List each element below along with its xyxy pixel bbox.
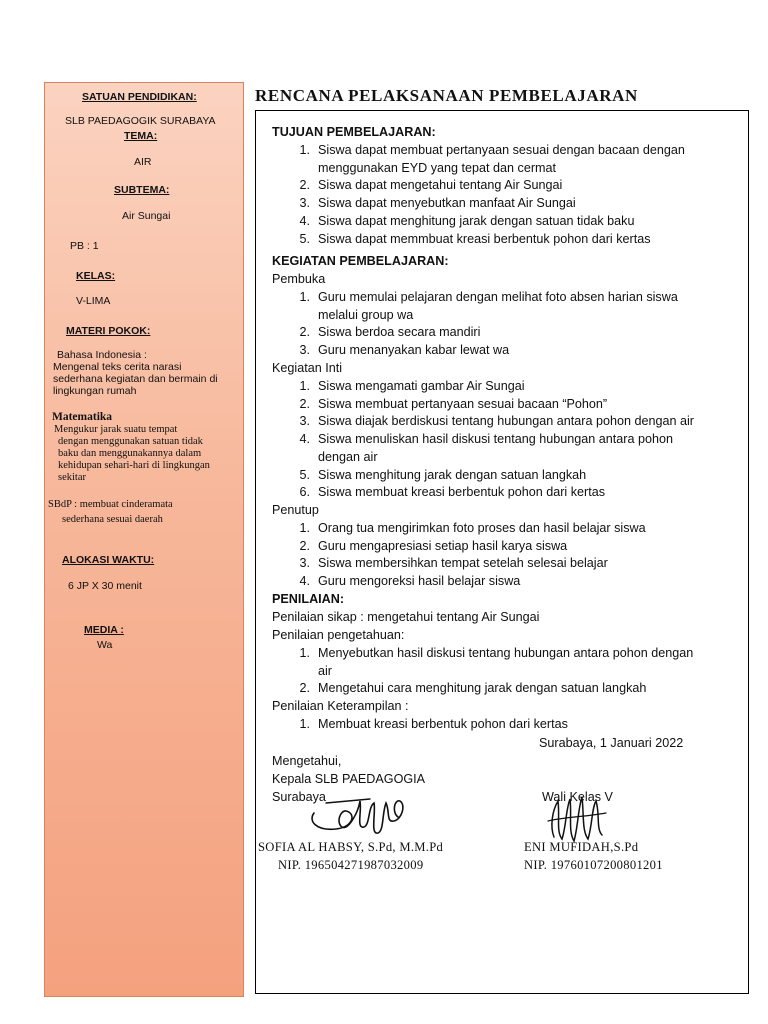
list-item: Siswa dapat membuat pertanyaan sesuai dengan bacaan dengan — [318, 143, 685, 157]
pb-value: PB : 1 — [70, 240, 99, 252]
inti-label: Kegiatan Inti — [272, 361, 343, 375]
list-item: melalui group wa — [318, 307, 414, 322]
list-number: 1. — [299, 646, 310, 660]
penilaian-sikap: Penilaian sikap : mengetahui tentang Air Sungai — [272, 610, 540, 624]
list-item: Menyebutkan hasil diskusi tentang hubungan antara pohon dengan — [318, 646, 694, 660]
list-number: 3. — [299, 556, 310, 571]
nip-left: NIP. 196504271987032009 — [278, 858, 424, 872]
document-title: RENCANA PELAKSANAAN PEMBELAJARAN — [255, 86, 638, 105]
list-number: 5. — [299, 467, 310, 482]
list-number: 3. — [299, 414, 310, 429]
mtk-line: sekitar — [58, 472, 86, 483]
name-right: ENI MUFIDAH,S.Pd — [524, 840, 639, 854]
wali-label: Wali Kelas V — [542, 790, 613, 804]
pembuka-label: Pembuka — [272, 272, 326, 286]
alokasi-value: 6 JP X 30 menit — [68, 580, 142, 592]
kelas-label: KELAS: — [76, 270, 116, 282]
lesson-plan-box — [255, 110, 749, 994]
subtema-value: Air Sungai — [122, 210, 171, 222]
list-number: 1. — [299, 717, 310, 731]
list-number: 2. — [299, 681, 310, 696]
list-item: Siswa menuliskan hasil diskusi tentang hubungan antara pohon — [318, 432, 673, 447]
list-item: menggunakan EYD yang tepat dan cermat — [318, 160, 557, 175]
bi-line: sederhana kegiatan dan bermain di — [53, 373, 218, 385]
signature-left-icon — [306, 783, 416, 843]
list-item: Siswa menghitung jarak dengan satuan langkah — [318, 467, 587, 482]
list-item: Guru mengoreksi hasil belajar siswa — [318, 574, 521, 589]
surabaya-label: Surabaya — [272, 790, 326, 804]
list-number: 1. — [299, 521, 310, 535]
bi-line: Mengenal teks cerita narasi — [53, 361, 182, 373]
alokasi-label: ALOKASI WAKTU: — [62, 554, 155, 566]
list-number: 2. — [299, 325, 310, 340]
mtk-title: Matematika — [52, 411, 113, 423]
list-item: Siswa membuat kreasi berbentuk pohon dari kertas — [318, 485, 606, 500]
list-item: Guru menanyakan kabar lewat wa — [318, 342, 510, 357]
tema-value: AIR — [134, 156, 152, 168]
mtk-line: kehidupan sehari-hari di lingkungan — [58, 460, 210, 471]
list-number: 1. — [299, 143, 310, 157]
list-item: Orang tua mengirimkan foto proses dan hasil belajar siswa — [318, 521, 646, 535]
list-item: Siswa dapat mengetahui tentang Air Sungai — [318, 178, 563, 193]
list-number: 1. — [299, 379, 310, 393]
list-number: 3. — [299, 342, 310, 357]
list-number: 3. — [299, 196, 310, 211]
mtk-line: baku dan menggunakannya dalam — [58, 448, 202, 459]
list-number: 5. — [299, 231, 310, 246]
mtk-line: dengan menggunakan satuan tidak — [58, 436, 203, 447]
list-number: 6. — [299, 485, 310, 500]
list-item: Siswa dapat menyebutkan manfaat Air Sungai — [318, 196, 576, 211]
nip-right: NIP. 19760107200801201 — [524, 858, 663, 872]
mtk-line: Mengukur jarak suatu tempat — [54, 424, 178, 435]
list-item: Siswa dapat menghitung jarak dengan satuan tidak baku — [318, 213, 635, 228]
materi-label: MATERI POKOK: — [66, 325, 151, 337]
list-item: Membuat kreasi berbentuk pohon dari kertas — [318, 717, 568, 731]
subtema-label: SUBTEMA: — [114, 184, 170, 196]
satuan-label: SATUAN PENDIDIKAN: — [82, 91, 197, 103]
media-value: Wa — [97, 639, 113, 651]
tujuan-heading: TUJUAN PEMBELAJARAN: — [272, 125, 436, 139]
mengetahui-label: Mengetahui, — [272, 754, 342, 768]
list-item: Siswa membuat pertanyaan sesuai bacaan “Pohon” — [318, 396, 608, 411]
kepala-label: Kepala SLB PAEDAGOGIA — [272, 772, 426, 786]
sbdp-line: SBdP : membuat cinderamata — [48, 499, 173, 510]
keterampilan-label: Penilaian Keterampilan : — [272, 699, 409, 713]
list-item: dengan air — [318, 449, 378, 464]
list-item: Siswa membersihkan tempat setelah selesai belajar — [318, 556, 608, 571]
list-number: 1. — [299, 290, 310, 304]
name-left: SOFIA AL HABSY, S.Pd, M.M.Pd — [258, 840, 444, 854]
sbdp-line: sederhana sesuai daerah — [62, 514, 163, 525]
satuan-value: SLB PAEDAGOGIK SURABAYA — [65, 115, 216, 127]
list-item: Siswa dapat memmbuat kreasi berbentuk pohon dari kertas — [318, 231, 651, 246]
tema-label: TEMA: — [124, 130, 158, 142]
sidebar-panel — [44, 82, 244, 997]
bi-line: lingkungan rumah — [53, 385, 137, 397]
media-label: MEDIA : — [84, 624, 124, 636]
list-number: 2. — [299, 538, 310, 553]
list-item: Guru memulai pelajaran dengan melihat foto absen harian siswa — [318, 290, 678, 304]
bi-title: Bahasa Indonesia : — [57, 349, 147, 361]
kegiatan-heading: KEGIATAN PEMBELAJARAN: — [272, 254, 449, 268]
list-item: Mengetahui cara menghitung jarak dengan satuan langkah — [318, 681, 647, 696]
list-number: 4. — [299, 432, 310, 447]
penilaian-heading: PENILAIAN: — [272, 592, 345, 606]
list-number: 4. — [299, 574, 310, 589]
list-number: 2. — [299, 178, 310, 193]
list-item: air — [318, 663, 332, 678]
list-number: 2. — [299, 396, 310, 411]
penutup-label: Penutup — [272, 503, 319, 517]
kelas-value: V-LIMA — [76, 295, 111, 307]
list-item: Siswa diajak berdiskusi tentang hubungan antara pohon dengan air — [318, 414, 694, 429]
list-item: Siswa berdoa secara mandiri — [318, 325, 481, 340]
date-line: Surabaya, 1 Januari 2022 — [539, 736, 684, 750]
list-number: 4. — [299, 213, 310, 228]
pengetahuan-label: Penilaian pengetahuan: — [272, 628, 405, 642]
list-item: Siswa mengamati gambar Air Sungai — [318, 379, 525, 393]
list-item: Guru mengapresiasi setiap hasil karya siswa — [318, 538, 568, 553]
